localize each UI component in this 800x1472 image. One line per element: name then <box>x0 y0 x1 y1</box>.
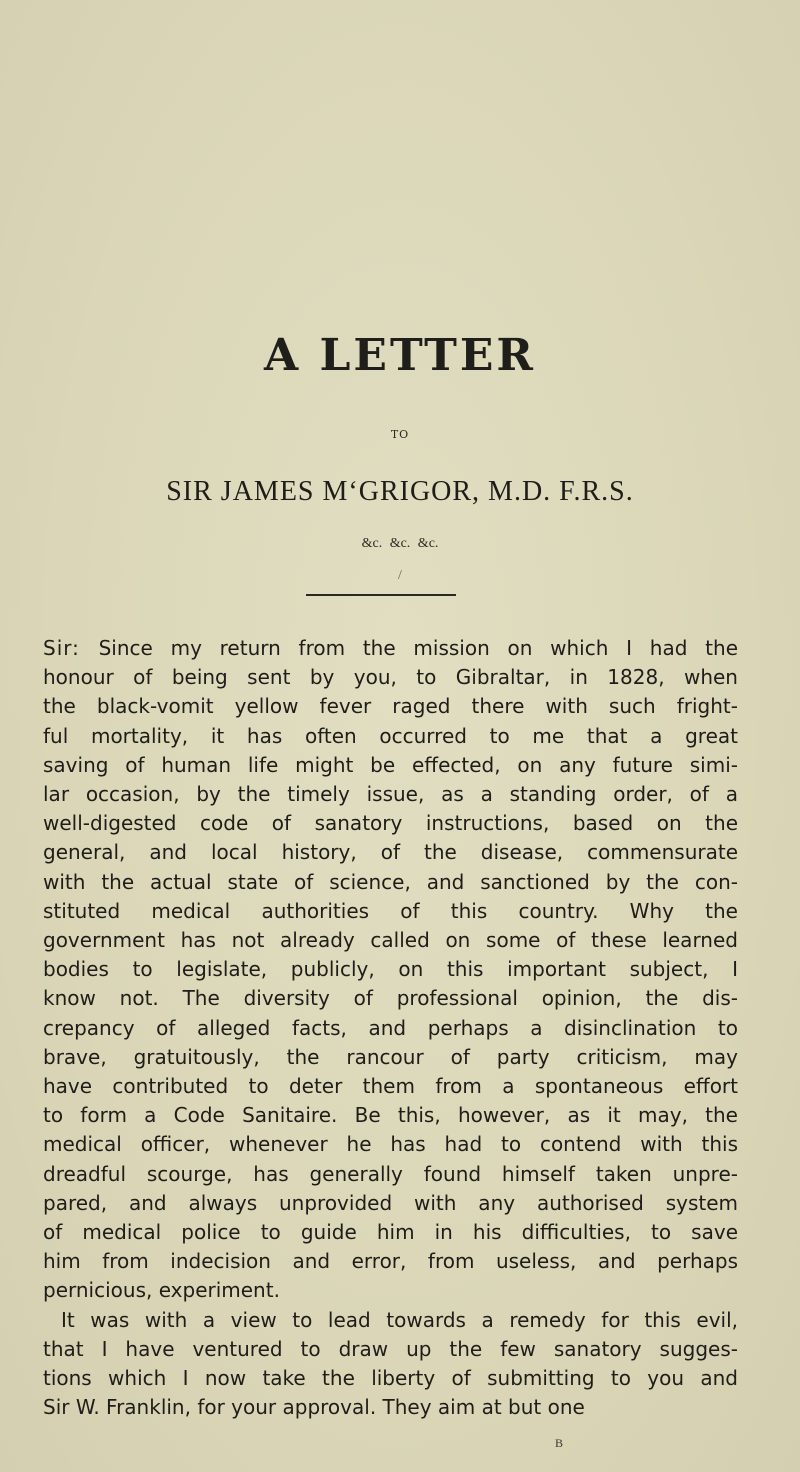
text-line <box>43 1247 738 1276</box>
text-line <box>43 663 738 692</box>
text-line <box>43 1276 738 1305</box>
text-line <box>43 692 738 721</box>
line-text: that I have ventured to draw up the few sanatory sugges- <box>43 1336 738 1361</box>
line-text: bodies to legislate, publicly, on this important subject, I <box>43 957 738 982</box>
line-text: know not. The diversity of professional opinion, the dis- <box>43 986 738 1011</box>
paragraph-2 <box>43 1306 738 1423</box>
letter-body <box>43 634 738 1422</box>
text-line <box>43 1189 738 1218</box>
line-text: government has not already called on some of these learned <box>43 928 738 953</box>
line-text: him from indecision and error, from useless, and perhaps <box>43 1249 738 1274</box>
line-text: well-digested code of sanatory instructions, based on the <box>43 811 738 836</box>
text-line <box>43 897 738 926</box>
recipient-etcetera: &c. &c. &c. <box>361 536 439 551</box>
line-text: to form a Code Sanitaire. Be this, however, as it may, the <box>43 1103 738 1128</box>
line-text: of medical police to guide him in his difficulties, to save <box>43 1220 738 1245</box>
text-line <box>43 634 738 663</box>
text-line <box>43 1043 738 1072</box>
line-text: brave, gratuitously, the rancour of party criticism, may <box>43 1044 738 1069</box>
line-text: pernicious, experiment. <box>43 1278 280 1303</box>
line-text: saving of human life might be effected, on any future simi- <box>43 752 738 777</box>
text-line <box>43 1393 738 1422</box>
page-title: A LETTER <box>264 330 536 381</box>
line-text: pared, and always unprovided with any authorised system <box>43 1190 738 1215</box>
line-text: have contributed to deter them from a spontaneous effort <box>43 1074 738 1099</box>
line-text: with the actual state of science, and sanctioned by the con- <box>43 869 738 894</box>
line-text: crepancy of alleged facts, and perhaps a disinclination to <box>43 1015 738 1040</box>
title-connector: TO <box>390 428 410 441</box>
line-text: lar occasion, by the timely issue, as a standing order, of a <box>43 782 738 807</box>
line-text: stituted medical authorities of this country. Why the <box>43 898 738 923</box>
text-line <box>43 926 738 955</box>
text-line <box>43 1364 738 1393</box>
line-text: dreadful scourge, has generally found himself taken unpre- <box>43 1161 738 1186</box>
text-line <box>43 955 738 984</box>
text-line <box>43 1130 738 1159</box>
salutation: Sir: <box>43 636 99 660</box>
line-text: Since my return from the mission on which I had the <box>98 636 738 660</box>
text-line <box>43 984 738 1013</box>
text-line <box>43 1335 738 1364</box>
text-line <box>43 838 738 867</box>
text-line <box>43 1306 738 1335</box>
line-text: ful mortality, it has often occurred to me that a great <box>43 723 738 748</box>
stray-mark: / <box>398 568 402 583</box>
line-text: Sir W. Franklin, for your approval. They aim at but one <box>43 1395 585 1420</box>
text-line <box>43 809 738 838</box>
line-text: It was with a view to lead towards a remedy for this evil, <box>61 1307 738 1332</box>
text-line <box>43 868 738 897</box>
line-text: honour of being sent by you, to Gibraltar, in 1828, when <box>43 665 738 690</box>
text-line <box>43 751 738 780</box>
line-text: general, and local history, of the disease, commensurate <box>43 840 738 865</box>
text-line <box>43 1014 738 1043</box>
text-line <box>43 780 738 809</box>
text-line <box>43 1160 738 1189</box>
signature-mark: B <box>555 1436 564 1450</box>
text-line <box>43 1218 738 1247</box>
paragraph-1 <box>43 634 738 1306</box>
text-line <box>43 722 738 751</box>
line-text: medical officer, whenever he has had to contend with this <box>43 1132 738 1157</box>
heading-divider <box>306 594 456 596</box>
text-line <box>43 1072 738 1101</box>
text-line <box>43 1101 738 1130</box>
line-text: tions which I now take the liberty of submitting to you and <box>43 1366 738 1391</box>
recipient-name: SIR JAMES M‘GRIGOR, M.D. F.R.S. <box>166 476 634 507</box>
line-text: the black-vomit yellow fever raged there with such fright- <box>43 694 738 719</box>
